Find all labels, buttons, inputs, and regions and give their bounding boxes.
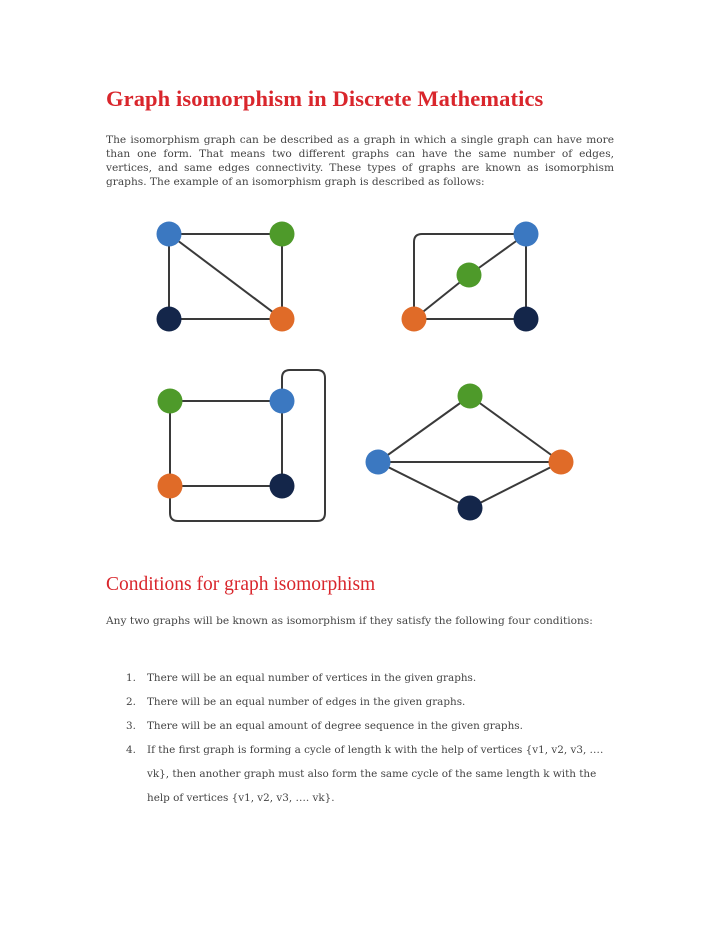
edge <box>170 370 325 521</box>
vertex-blue <box>366 450 391 475</box>
condition-number: 4. <box>126 744 136 756</box>
vertex-blue <box>157 222 182 247</box>
graph-3 <box>170 370 325 521</box>
conditions-heading: Conditions for graph isomorphism <box>106 574 376 595</box>
intro-paragraph: The isomorphism graph can be described as a graph in which a single graph can have more than one form. That means two different graphs can have the same number of edges, vertices, and same edges connectivity. These types of graphs are known as isomorphism graphs. The example of an isomorphism graph is described as follows: <box>106 134 614 188</box>
vertex-green <box>158 389 183 414</box>
condition-text: There will be an equal amount of degree sequence in the given graphs. <box>147 720 523 732</box>
graph-3-vertices <box>158 389 295 499</box>
conditions-intro: Any two graphs will be known as isomorphism if they satisfy the following four conditions: <box>106 615 593 627</box>
edge <box>169 234 282 319</box>
condition-text: There will be an equal number of edges in the given graphs. <box>147 696 466 708</box>
edge <box>378 462 470 508</box>
condition-text: If the first graph is forming a cycle of length k with the help of vertices {v1, v2, v3, …. vk}, then another graph must also form the same cycle of the same length k with the help of vertices {v1, v2, v3, …. vk}. <box>147 744 604 804</box>
vertex-orange <box>158 474 183 499</box>
vertex-navy <box>157 307 182 332</box>
condition-number: 1. <box>126 672 136 684</box>
condition-number: 3. <box>126 720 136 732</box>
vertex-blue <box>270 389 295 414</box>
graph-4 <box>378 396 561 508</box>
condition-number: 2. <box>126 696 136 708</box>
condition-item <box>106 666 618 690</box>
vertex-navy <box>514 307 539 332</box>
vertex-navy <box>270 474 295 499</box>
graph-2-vertices <box>402 222 539 332</box>
condition-item <box>106 738 618 810</box>
vertex-navy <box>458 496 483 521</box>
edge <box>470 462 561 508</box>
conditions-list <box>106 666 618 810</box>
page-title: Graph isomorphism in Discrete Mathematics <box>106 86 544 111</box>
vertex-orange <box>549 450 574 475</box>
edge <box>470 396 561 462</box>
graph-1 <box>169 234 282 319</box>
graph-4-vertices <box>366 384 574 521</box>
vertex-green <box>270 222 295 247</box>
vertex-blue <box>514 222 539 247</box>
vertex-orange <box>270 307 295 332</box>
vertex-orange <box>402 307 427 332</box>
condition-text: There will be an equal number of vertices in the given graphs. <box>147 672 477 684</box>
condition-item <box>106 714 618 738</box>
vertex-green <box>458 384 483 409</box>
vertex-green <box>457 263 482 288</box>
condition-item <box>106 690 618 714</box>
edge <box>378 396 470 462</box>
